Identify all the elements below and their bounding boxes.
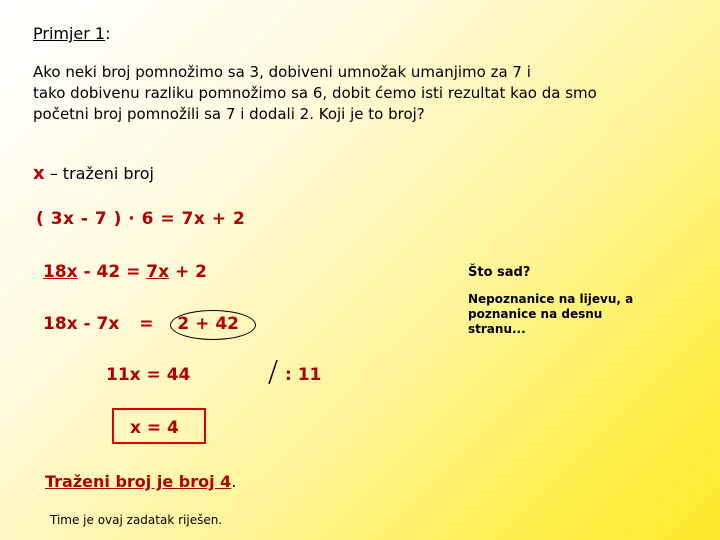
problem-statement: [33, 62, 693, 125]
title-label: Primjer 1: [33, 24, 106, 43]
eq3-left: 18x - 7x: [43, 314, 120, 334]
term-18x: 18x: [43, 262, 78, 282]
variable-symbol: x: [33, 163, 45, 184]
problem-line: tako dobivenu razliku pomnožimo sa 6, dobit ćemo isti rezultat kao da smo: [33, 84, 597, 102]
note-explanation: Nepoznanice na lijevu, a poznanice na desnu stranu...: [468, 292, 634, 336]
term-end: + 2: [169, 262, 207, 282]
final-answer: [45, 472, 236, 491]
divide-operation: : 11: [285, 365, 322, 385]
variable-definition: [33, 163, 154, 184]
equation-step-2: [43, 262, 207, 282]
term-7x: 7x: [146, 262, 170, 282]
eq3-equals: =: [139, 314, 154, 334]
equation-result: x = 4: [130, 418, 179, 438]
equation-step-1: ( 3x - 7 ) · 6 = 7x + 2: [36, 209, 246, 229]
eq3-right: 2 + 42: [177, 314, 239, 334]
problem-line: početni broj pomnožili sa 7 i dodali 2. Koji je to broj?: [33, 105, 425, 123]
variable-description: – traženi broj: [44, 164, 154, 183]
title-colon: :: [105, 24, 111, 43]
term-middle: - 42 =: [77, 262, 147, 282]
slide-title: [33, 24, 111, 43]
equation-step-3: [43, 314, 239, 334]
answer-text: Traženi broj je broj 4: [45, 472, 232, 491]
problem-line: Ako neki broj pomnožimo sa 3, dobiveni umnožak umanjimo za 7 i: [33, 63, 531, 81]
closing-remark: Time je ovaj zadatak riješen.: [50, 513, 223, 527]
answer-period: .: [231, 472, 237, 491]
note-question: Što sad?: [468, 265, 531, 280]
equation-step-4: 11x = 44: [106, 365, 191, 385]
